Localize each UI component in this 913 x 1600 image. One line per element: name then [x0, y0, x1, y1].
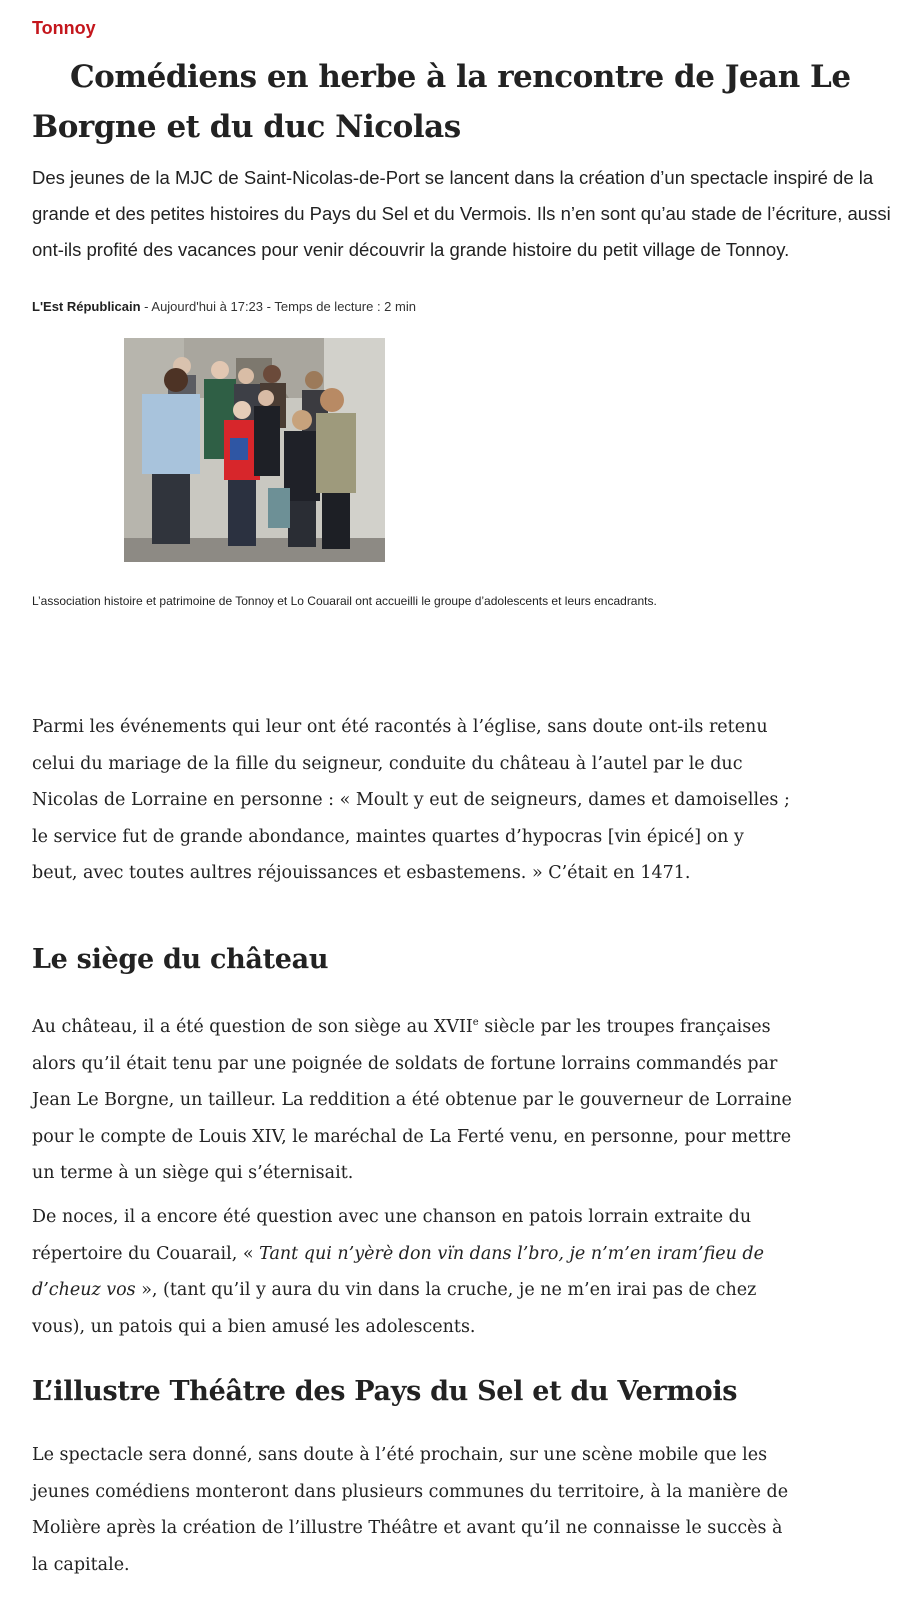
- article-headline: Comédiens en herbe à la rencontre de Jean Le Borgne et du duc Nicolas: [32, 59, 851, 145]
- song-text-start: De noces, il a encore été question avec une chanson en patois lorrain extraite du répertoire du Couarail, «: [32, 1207, 752, 1264]
- group-photo-illustration: [124, 338, 385, 562]
- article-lead: Des jeunes de la MJC de Saint-Nicolas-de-Port se lancent dans la création d’un spectacle inspiré de la grande et des petites histoires du Pays du Sel et du Vermois. Ils n’en sont qu’au stade de l’écriture, aussi ont-ils profité des vacances pour venir découvrir la grande histoire du petit village de Tonnoy.: [32, 167, 891, 260]
- photo-caption: L’association histoire et patrimoine de Tonnoy et Lo Couarail ont accueilli le groupe d’adolescents et leurs encadrants.: [32, 594, 657, 608]
- paragraph-siege: [32, 1009, 792, 1192]
- subhead-siege: Le siège du château: [32, 944, 329, 975]
- paragraph-song: [32, 1199, 792, 1345]
- byline-source[interactable]: L'Est Républicain: [32, 299, 141, 314]
- century-superscript: e: [472, 1017, 479, 1029]
- paragraph-theatre: Le spectacle sera donné, sans doute à l’été prochain, sur une scène mobile que les jeunes comédiens monteront dans plusieurs communes du territoire, à la manière de Molière après la création de l’illustre Théâtre et avant qu’il ne connaisse le succès à la capitale.: [32, 1445, 789, 1575]
- byline-meta: - Aujourd'hui à 17:23 - Temps de lecture : 2 min: [140, 299, 416, 314]
- paragraph-intro: Parmi les événements qui leur ont été racontés à l’église, sans doute ont-ils retenu celui du mariage de la fille du seigneur, conduite du château à l’autel par le duc Nicolas de Lorraine en personne : « Moult y eut de seigneurs, dames et damoiselles ; le service fut de grande abondance, maintes quartes d’hypocras [vin épicé] on y beut, avec toutes aultres réjouissances et esbastemens. » C’était en 1471.: [32, 717, 790, 883]
- siege-text-end: siècle par les troupes françaises alors qu’il était tenu par une poignée de soldats de fortune lorrains commandés par Jean Le Borgne, un tailleur. La reddition a été obtenue par le gouverneur de Lorraine pour le compte de Louis XIV, le maréchal de La Ferté venu, en personne, pour mettre un terme à un siège qui s’éternisait.: [32, 1017, 792, 1183]
- song-text-end: », (tant qu’il y aura du vin dans la cruche, je ne m’en irai pas de chez vous), un patois qui a bien amusé les adolescents.: [32, 1280, 757, 1337]
- subhead-theatre: L’illustre Théâtre des Pays du Sel et du Vermois: [32, 1376, 738, 1407]
- siege-text-start: Au château, il a été question de son siège au XVII: [32, 1017, 473, 1037]
- patois-quote: Tant qui n’yèrè don vïn dans l’bro, je n’m’en iram’fieu de d’cheuz vos: [32, 1243, 764, 1300]
- article-photo[interactable]: [124, 338, 385, 562]
- section-kicker[interactable]: Tonnoy: [32, 18, 96, 38]
- article-byline: [32, 299, 416, 314]
